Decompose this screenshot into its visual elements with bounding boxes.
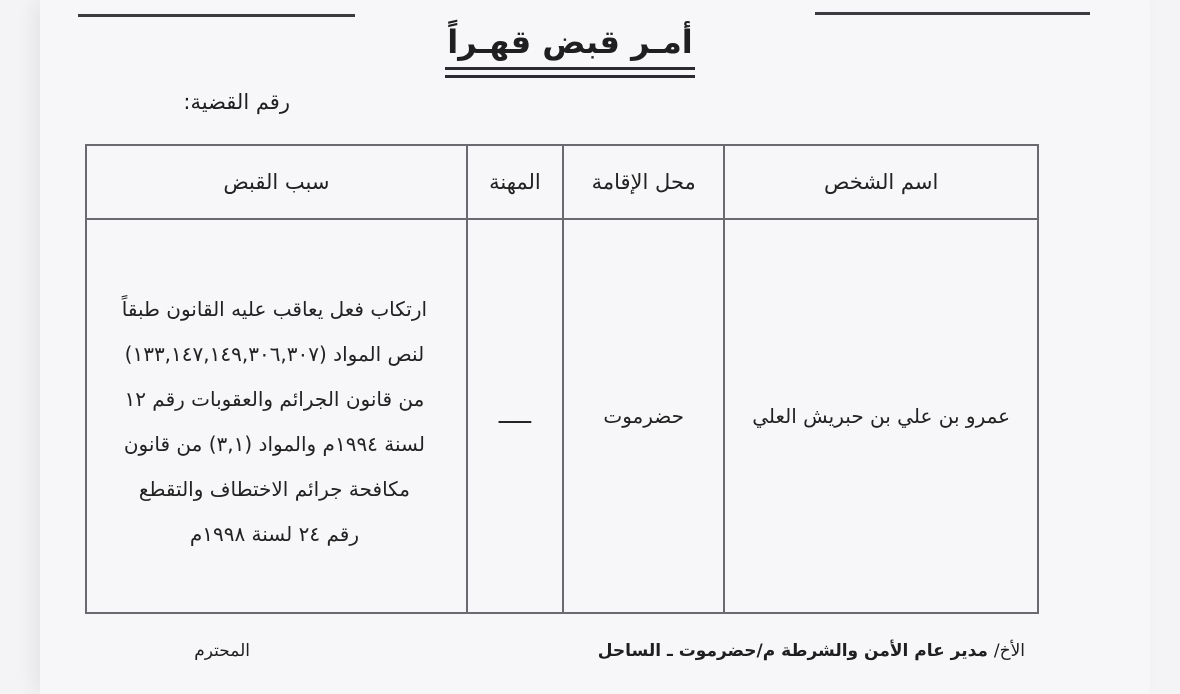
cell-arrest-reason [86, 219, 467, 613]
addressee-prefix: الأخ/ [993, 641, 1025, 661]
reason-line: مكافحة جرائم الاختطاف والتقطع [138, 477, 410, 501]
top-rule-left [78, 14, 355, 17]
header-residence: محل الإقامة [563, 145, 724, 219]
reason-line: لسنة ١٩٩٤م والمواد (٣,١) من قانون [123, 432, 425, 456]
reason-line: رقم ٢٤ لسنة ١٩٩٨م [189, 522, 359, 546]
respect-closing: المحترم [194, 641, 250, 661]
cell-residence: حضرموت [563, 219, 724, 613]
cell-occupation: ـــــ [467, 219, 563, 613]
addressee-name: مدير عام الأمن والشرطة م/حضرموت ـ الساحل [597, 641, 988, 661]
addressee-line [525, 636, 1025, 666]
top-rule-right [815, 12, 1090, 15]
arrest-table [85, 144, 1039, 614]
header-occupation: المهنة [467, 145, 563, 219]
table-header-row [86, 145, 1038, 219]
title-underline-double [445, 75, 695, 78]
header-arrest-reason: سبب القبض [86, 145, 467, 219]
case-number-label: رقم القضية: [183, 90, 290, 114]
header-person-name: اسم الشخص [724, 145, 1038, 219]
reason-line: من قانون الجرائم والعقوبات رقم ١٢ [124, 387, 425, 411]
reason-line: لنص المواد (١٣٣,١٤٧,١٤٩,٣٠٦,٣٠٧) [124, 342, 425, 366]
cell-person-name: عمرو بن علي بن حبريش العلي [724, 219, 1038, 613]
table-row [86, 219, 1038, 613]
document-title: أمـر قبض قهـراً [447, 23, 693, 61]
title-underline [445, 67, 695, 70]
reason-line: ارتكاب فعل يعاقب عليه القانون طبقاً [121, 297, 428, 321]
